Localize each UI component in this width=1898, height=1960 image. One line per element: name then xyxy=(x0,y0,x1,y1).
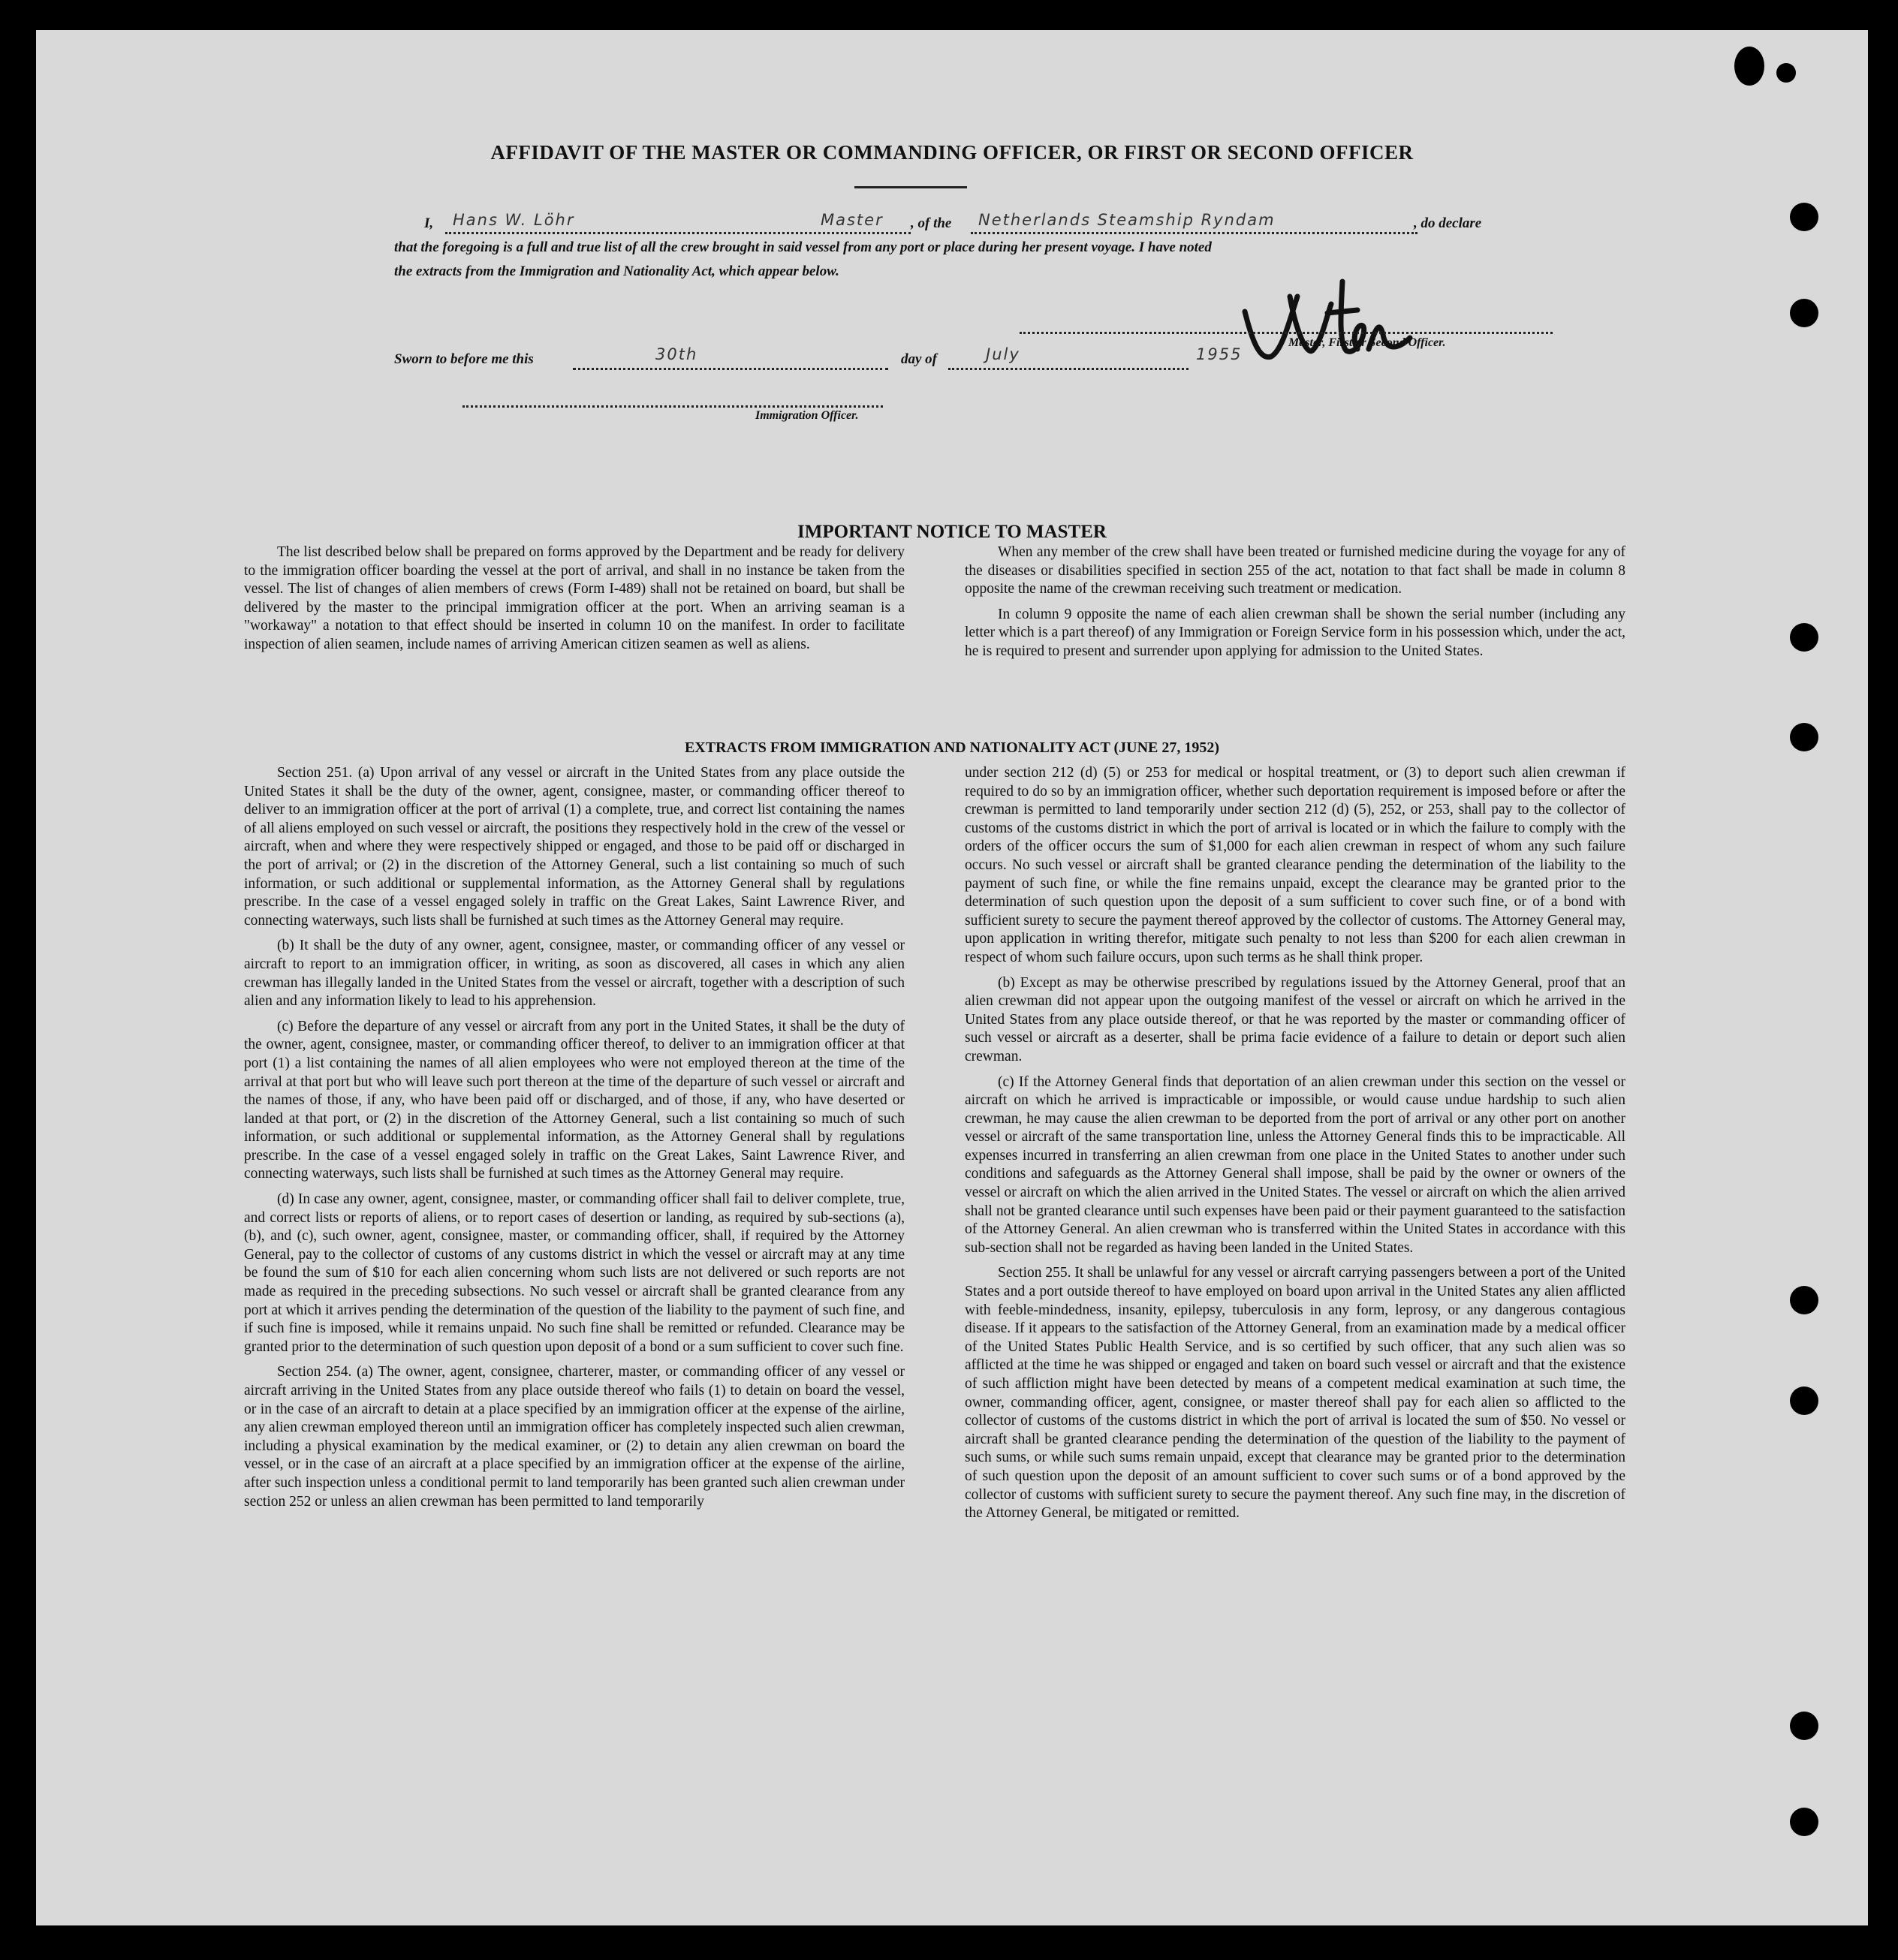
declaration-line-3: the extracts from the Immigration and Nationality Act, which appear below. xyxy=(394,263,839,279)
section-paragraph: Section 251. (a) Upon arrival of any vessel or aircraft in the United States from any place outside the United States it shall be the duty of the owner, agent, consignee, master, or commanding officer thereof to deliver to an immigration officer at the port of arrival (1) a complete, true, and correct list containing the names of all aliens employed on such vessel or aircraft, the positions they respectively hold in the crew of the vessel or aircraft, when and where they were respectively shipped or engaged, and those to be paid off or discharged in the port of arrival; or (2) in the discretion of the Attorney General, such a list containing so much of such information, or such additional or supplemental information, as the Attorney General shall by regulations prescribe. In the case of a vessel engaged solely in traffic on the Great Lakes, Saint Lawrence River, and connecting waterways, such lists shall be furnished at such times as the Attorney General may require. xyxy=(244,765,905,929)
master-name: Hans W. Löhr xyxy=(453,211,575,229)
dotted-line xyxy=(445,232,911,234)
dotted-line xyxy=(971,232,1417,234)
dotted-line xyxy=(573,368,888,370)
sworn-month: July xyxy=(986,345,1020,363)
notice-paragraph: In column 9 opposite the name of each alien crewman shall be shown the serial number (including any letter which is a part thereof) of any Immigration or Foreign Service form in his possession which, under the act, he is required to present and surrender upon applying for admission to the United States. xyxy=(965,606,1625,659)
section-paragraph: (c) Before the departure of any vessel or aircraft from any port in the United States, it shall be the duty of the owner, agent, consignee, master, or commanding officer thereof, to deliver to an immigration officer at that port (1) a list containing the names of all alien employees who were not employed thereon at the time of the arrival at that port but who will leave such port thereon at the time of the departure of such vessel or aircraft and the names of those, if any, who have been paid off or discharged, and of those, if any, who have deserted or landed at that port, or (2) in the discretion of the Attorney General, such a list containing so much of such information, or such additional or supplemental information, as the Attorney General shall by regulations prescribe. In the case of a vessel engaged solely in traffic on the Great Lakes, Saint Lawrence River, and connecting waterways, such lists shall be furnished at such times as the Attorney General may require. xyxy=(244,1018,905,1182)
notice-left-column xyxy=(244,543,905,661)
ink-blot xyxy=(1734,47,1764,86)
extracts-right-column xyxy=(965,764,1625,1530)
punch-hole xyxy=(1790,203,1818,231)
section-paragraph: (c) If the Attorney General finds that deportation of an alien crewman under this section on the vessel or aircraft on which he arrived is impracticable or impossible, or would cause undue hardship to such alien crewman, he may cause the alien crewman to be deported from the port of arrival or any other port on another vessel or aircraft of the same transportation line, unless the Attorney General finds this to be impracticable. All expenses incurred in transferring an alien crewman from one place in the United States to another under such conditions and safeguards as the Attorney General shall impose, shall be paid by the owner or owners of the vessel or aircraft on which the alien arrived in the United States. The vessel or aircraft on which the alien arrived shall not be granted clearance until such expenses have been paid or their payment guaranteed to the satisfaction of the Attorney General. An alien crewman who is transferred within the United States in accordance with this sub-section shall not be regarded as having been landed in the United States. xyxy=(965,1073,1625,1256)
punch-hole xyxy=(1790,299,1818,327)
sworn-year: 1955 xyxy=(1196,345,1243,363)
section-paragraph: (b) It shall be the duty of any owner, agent, consignee, master, or commanding officer of any vessel or aircraft to report to an immigration officer, in writing, as soon as discovered, all cases in which any alien crewman has illegally landed in the United States from the vessel or aircraft, together with a description of such alien and any information likely to lead to his apprehension. xyxy=(244,938,905,1010)
notice-paragraph: When any member of the crew shall have been treated or furnished medicine during the voyage for any of the diseases or disabilities specified in section 255 of the act, notation to that fact shall be made in column 8 opposite the name of the crewman receiving such treatment or medication. xyxy=(965,544,1625,598)
punch-hole xyxy=(1790,623,1818,652)
ink-blot xyxy=(1776,63,1796,83)
section-paragraph: Section 255. It shall be unlawful for any vessel or aircraft carrying passengers between a port of the United States and a port outside thereof to have employed on board upon arrival in the United States any alien afflicted with feeble-mindedness, insanity, epilepsy, tuberculosis in any form, leprosy, or any dangerous contagious disease. If it appears to the satisfaction of the Attorney General, from an examination made by a medical officer of the United States Public Health Service, and is so certified by such officer, that any such alien was so afflicted at the time he was shipped or engaged and taken on board such vessel or aircraft and that the existence of such affliction might have been detected by means of a competent medical examination at such time, the owner, commanding officer, agent, consignee, or master thereof shall pay for each alien so afflicted to the collector of customs of the customs district in which the port of arrival is located the sum of $50. No vessel or aircraft shall be granted clearance pending the determination of the question of the liability to the payment of such sums, or while such sums remain unpaid, except that clearance may be granted prior to the determination of such question upon the deposit of an amount sufficient to cover such sums or of a bond approved by the collector of customs with sufficient surety to secure the payment thereof. Any such fine may, in the discretion of the Attorney General, be mitigated or remitted. xyxy=(965,1265,1625,1522)
extracts-title: EXTRACTS FROM IMMIGRATION AND NATIONALITY ACT (JUNE 27, 1952) xyxy=(684,739,1220,756)
sworn-day: 30th xyxy=(655,345,698,363)
section-paragraph: (b) Except as may be otherwise prescribed by regulations issued by the Attorney General, proof that an alien crewman did not appear upon the outgoing manifest of the vessel or aircraft on which he arrived in the United States from any place outside thereof, or that he was reported by the master or commanding officer of such vessel or aircraft as a deserter, shall be prima facie evidence of a failure to detain or deport such alien crewman. xyxy=(965,974,1625,1064)
punch-hole xyxy=(1790,1808,1818,1836)
sworn-label: Sworn to before me this xyxy=(394,351,534,367)
punch-hole xyxy=(1790,1386,1818,1415)
officer-signature-line xyxy=(462,405,883,408)
signature-line xyxy=(1020,332,1553,334)
punch-hole xyxy=(1790,1712,1818,1740)
notice-paragraph: The list described below shall be prepared on forms approved by the Department and be ready for delivery to the immigration officer boarding the vessel at the port of arrival, and shall in no instance be taken from the vessel. The list of changes of alien members of crews (Form I-489) shall not be retained on board, but shall be delivered by the master to the principal immigration officer at the port. When an arriving seaman is a "workaway" a notation to that effect should be inserted in column 10 on the manifest. In order to facilitate inspection of alien seamen, include names of arriving American citizen seamen as well as aliens. xyxy=(244,544,905,652)
title-rule xyxy=(854,186,967,188)
of-the-label: , of the xyxy=(911,215,952,231)
dotted-line xyxy=(948,368,1189,370)
master-position: Master xyxy=(821,211,884,229)
i-label: I, xyxy=(424,215,434,231)
declaration-line-2: that the foregoing is a full and true list of all the crew brought in said vessel from any port or place during her present voyage. I have noted xyxy=(394,239,1212,255)
sworn-block xyxy=(355,345,1571,375)
extracts-left-column xyxy=(244,764,905,1518)
affidavit-title: AFFIDAVIT OF THE MASTER OR COMMANDING OFFICER, OR FIRST OR SECOND OFFICER xyxy=(490,141,1414,164)
signature-caption: Master, First or Second Officer. xyxy=(1288,336,1446,349)
punch-hole xyxy=(1790,1286,1818,1314)
do-declare-label: , do declare xyxy=(1414,215,1482,231)
section-paragraph: under section 212 (d) (5) or 253 for medical or hospital treatment, or (3) to deport such alien crewman if required to do so by an immigration officer, whether such deportation requirement is imposed before or after the crewman is permitted to land temporarily under section 212 (d) (5), 252, or 253, shall pay to the collector of customs of the customs district in which the port of arrival is located or in which the failure to comply with the orders of the officer occurs the sum of $1,000 for each alien crewman in respect of whom any such failure occurs. No such vessel or aircraft shall be granted clearance pending the determination of the liability to the payment of such fine, or while the fine remains unpaid, except the clearance may be granted prior to the determination of such question upon the deposit of a sum sufficient to cover such fine, or of a bond with sufficient surety to secure the payment thereof approved by the collector of customs. The Attorney General may, upon application in writing therefor, mitigate such penalty to not less than $200 for each alien crewman in respect of whom such failure occurs, upon such terms as he shall think proper. xyxy=(965,765,1625,965)
officer-caption: Immigration Officer. xyxy=(755,409,859,422)
document-page xyxy=(36,30,1868,1925)
section-paragraph: Section 254. (a) The owner, agent, consignee, charterer, master, or commanding officer of any vessel or aircraft arriving in the United States from any place outside thereof who fails (1) to detain on board the vessel, or in the case of an aircraft to detain at a place specified by an immigration officer at the expense of the airline, any alien crewman employed thereon until an immigration officer has completely inspected such alien crewman, including a physical examination by the medical examiner, or (2) to detain any alien crewman on board the vessel, or in the case of an aircraft at a place specified by an immigration officer at the expense of the airline, after such inspection unless a conditional permit to land temporarily has been granted such alien crewman under section 252 or unless an alien crewman has been permitted to land temporarily xyxy=(244,1364,905,1510)
notice-title: IMPORTANT NOTICE TO MASTER xyxy=(797,522,1107,542)
section-paragraph: (d) In case any owner, agent, consignee, master, or commanding officer shall fail to deliver complete, true, and correct lists or reports of aliens, or to report cases of desertion or landing, as required by sub-sections (a), (b), and (c), such owner, agent, consignee, master, or commanding officer, shall, if required by the Attorney General, pay to the collector of customs of any customs district in which the vessel or aircraft may at any time be found the sum of $10 for each alien concerning whom such lists are not delivered or such reports are not made as required in the preceding subsections. No such vessel or aircraft shall be granted clearance from any port at which it arrives pending the determination of the question of the liability to the payment of such fine, and if such fine is imposed, while it remains unpaid. No such fine shall be remitted or refunded. Clearance may be granted prior to the determination of such question upon deposit of a bond or a sum sufficient to cover such fine. xyxy=(244,1191,905,1355)
day-of-label: day of xyxy=(901,351,938,367)
notice-right-column xyxy=(965,543,1625,668)
vessel-name: Netherlands Steamship Ryndam xyxy=(978,211,1276,229)
